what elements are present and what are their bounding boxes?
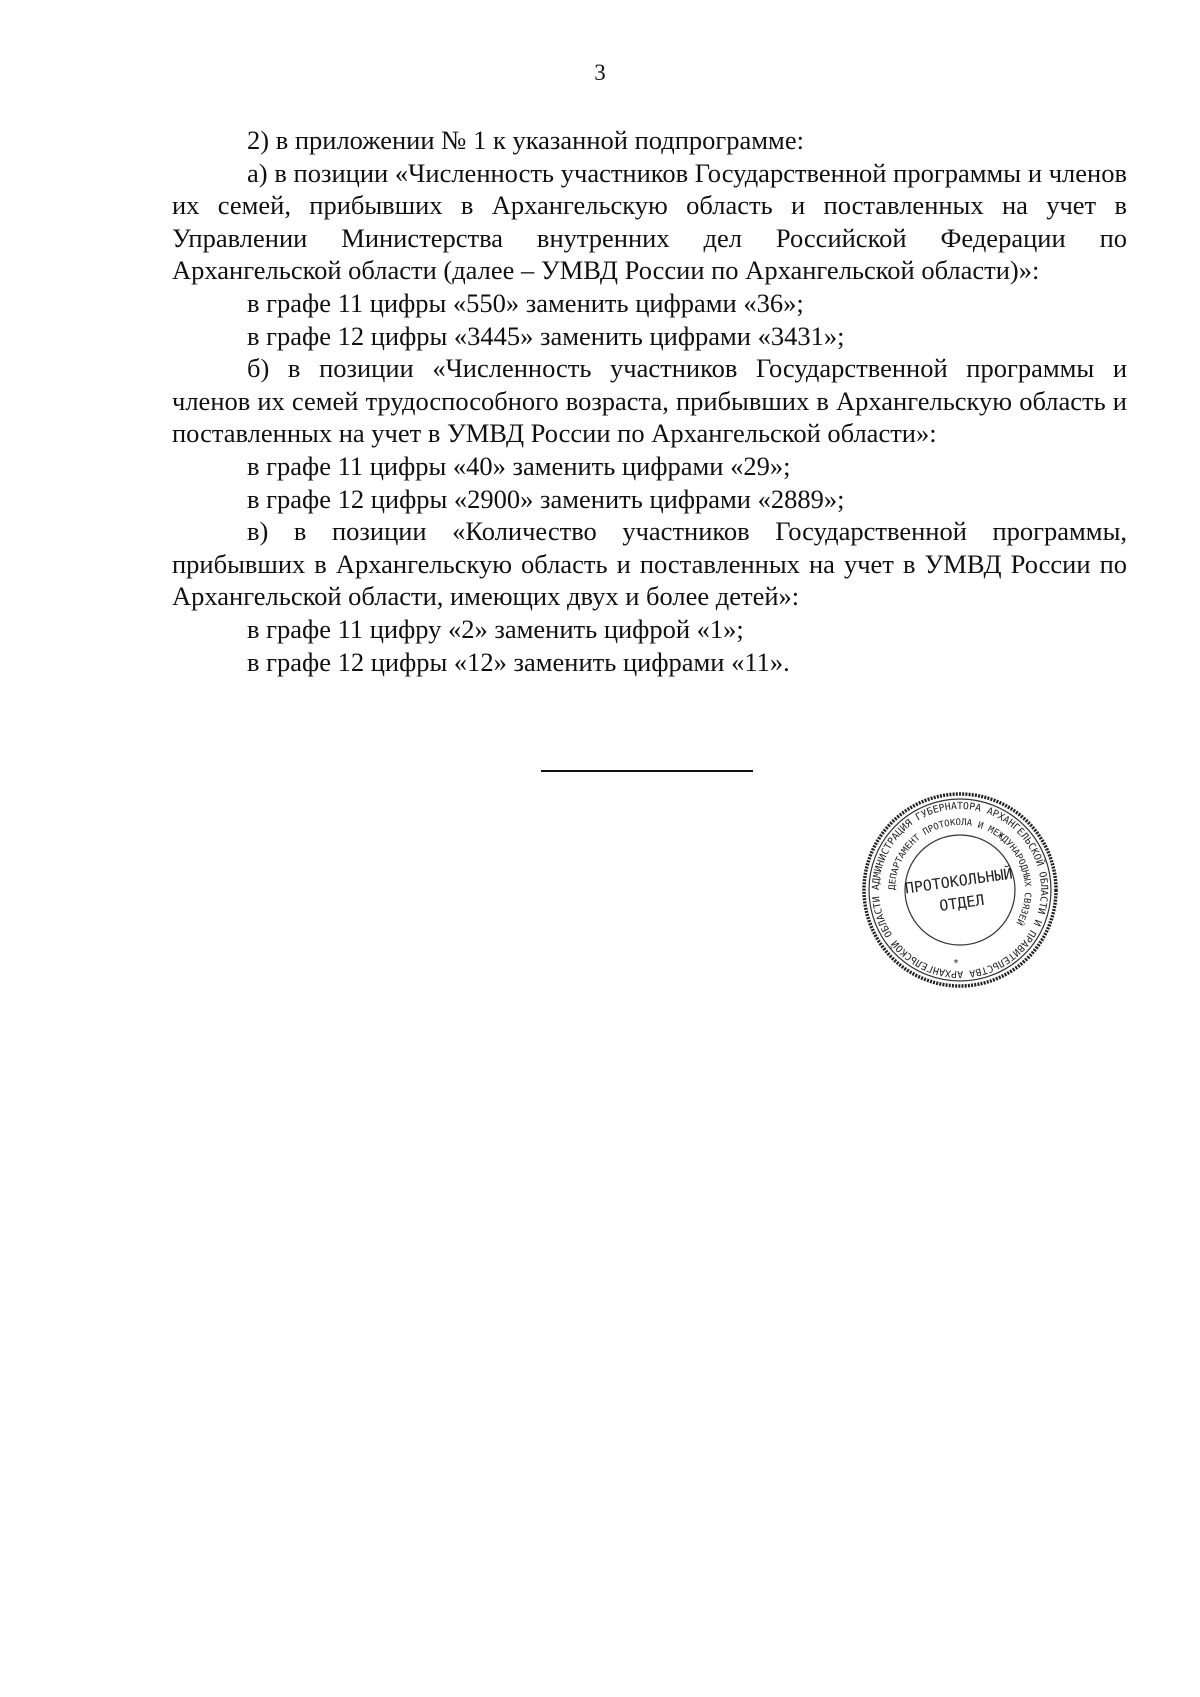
paragraph-v-column-11: в графе 11 цифру «2» заменить цифрой «1»;: [247, 613, 744, 644]
paragraph-a-column-11: в графе 11 цифры «550» заменить цифрами «36»;: [247, 287, 804, 318]
official-stamp: [860, 790, 1060, 990]
paragraph-item-v: в) в позиции «Количество участников Государственной программы, прибывших в Архангельскую область и поставленных на учет в УМВД России по Архангельской области, имеющих двух и более детей»:: [172, 516, 1127, 612]
stamp-outer-text: АДМИНИСТРАЦИЯ ГУБЕРНАТОРА АРХАНГЕЛЬСКОЙ ОБЛАСТИ И ПРАВИТЕЛЬСТВА АРХАНГЕЛЬСКОЙ ОБЛАСТИ: [870, 800, 1050, 980]
stamp-seal: [860, 790, 1060, 990]
page-number: 3: [594, 60, 606, 85]
paragraph-b-column-11: в графе 11 цифры «40» заменить цифрами «29»;: [247, 450, 791, 481]
paragraph-item-a: а) в позиции «Численность участников Государственной программы и членов их семей, прибывших в Архангельскую область и поставленных на учет в Управлении Министерства внутренних дел Российской Федерации по Архангельской области (далее – УМВД России по Архангельской области)»:: [172, 157, 1127, 286]
stamp-center-line-2: ОТДЕЛ: [938, 890, 986, 915]
paragraph-v-column-12: в графе 12 цифры «12» заменить цифрами «11».: [247, 646, 790, 677]
paragraph-a-column-12: в графе 12 цифры «3445» заменить цифрами «3431»;: [247, 320, 845, 351]
stamp-center-line-1: ПРОТОКОЛЬНЫЙ: [903, 864, 1014, 898]
paragraph-intro: 2) в приложении № 1 к указанной подпрограмме:: [247, 125, 804, 155]
closing-rule: [541, 770, 753, 772]
paragraph-item-b: б) в позиции «Численность участников Государственной программы и членов их семей трудоспособного возраста, прибывших в Архангельскую область и поставленных на учет в УМВД России по Архангельской области»:: [172, 353, 1127, 449]
document-body: [172, 124, 1127, 678]
stamp-star: *: [953, 958, 959, 969]
paragraph-b-column-12: в графе 12 цифры «2900» заменить цифрами «2889»;: [247, 483, 845, 514]
stamp-inner-text: ДЕПАРТАМЕНТ ПРОТОКОЛА И МЕЖДУНАРОДНЫХ СВЯЗЕЙ: [887, 817, 1033, 927]
